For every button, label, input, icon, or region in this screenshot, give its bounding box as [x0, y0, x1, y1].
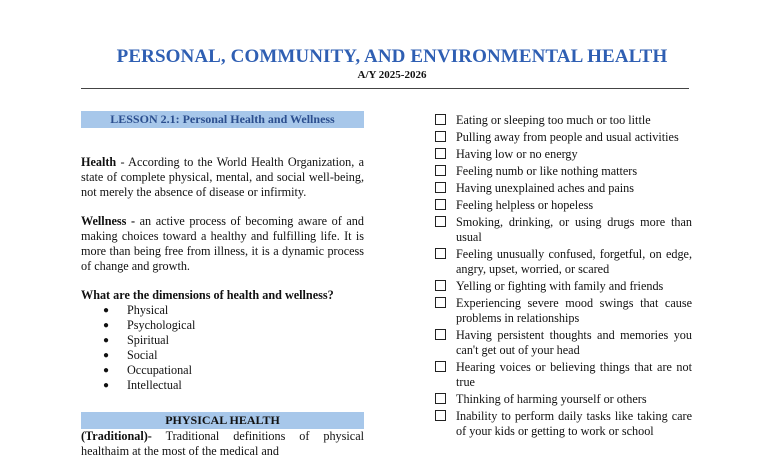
checkbox-icon[interactable] — [435, 248, 446, 259]
list-item: Feeling helpless or hopeless — [434, 198, 692, 213]
dimensions-list — [81, 303, 364, 393]
wellness-definition — [81, 214, 364, 274]
traditional-text: Traditional definitions of physical healthaim at the most of the medical and — [81, 429, 364, 458]
checkbox-icon[interactable] — [435, 182, 446, 193]
left-column — [81, 111, 364, 459]
bullet-icon: ● — [103, 350, 110, 361]
health-text: - According to the World Health Organization, a state of complete physical, mental, and social well-being, not merely the absence of disease or infirmity. — [81, 155, 364, 199]
page-title: PERSONAL, COMMUNITY, AND ENVIRONMENTAL HEALTH — [116, 46, 668, 67]
wellness-text: an active process of becoming aware of and making choices toward a healthy and fulfilling life. It is more than being free from illness, it is a dynamic process of change and growth. — [81, 214, 364, 273]
bullet-icon: ● — [103, 320, 110, 331]
list-item: Feeling numb or like nothing matters — [434, 164, 692, 179]
lesson-banner: LESSON 2.1: Personal Health and Wellness — [81, 111, 364, 128]
checkbox-icon[interactable] — [435, 280, 446, 291]
list-item: Thinking of harming yourself or others — [434, 392, 692, 407]
list-item: ● Social — [103, 348, 158, 362]
checkbox-icon[interactable] — [435, 165, 446, 176]
health-definition — [81, 155, 364, 200]
checkbox-icon[interactable] — [435, 131, 446, 142]
dimensions-question: What are the dimensions of health and wellness? — [81, 288, 334, 302]
list-item: Eating or sleeping too much or too little — [434, 113, 692, 128]
bullet-icon: ● — [103, 305, 110, 316]
wellness-term: Wellness - — [81, 214, 136, 228]
bullet-icon: ● — [103, 380, 110, 391]
list-item: Having low or no energy — [434, 147, 692, 162]
checkbox-icon[interactable] — [435, 148, 446, 159]
list-item: Inability to perform daily tasks like taking care of your kids or getting to work or school — [434, 409, 692, 439]
list-item: Having unexplained aches and pains — [434, 181, 692, 196]
list-item: Having persistent thoughts and memories you can't get out of your head — [434, 328, 692, 358]
list-item: ● Psychological — [103, 318, 196, 332]
checkbox-icon[interactable] — [435, 361, 446, 372]
list-item: ● Physical — [103, 303, 169, 317]
list-item: Experiencing severe mood swings that cause problems in relationships — [434, 296, 692, 326]
symptom-checklist — [434, 113, 692, 441]
header-divider — [81, 88, 689, 89]
checkbox-icon[interactable] — [435, 393, 446, 404]
list-item: Smoking, drinking, or using drugs more than usual — [434, 215, 692, 245]
health-term: Health — [81, 155, 117, 169]
traditional-definition — [81, 429, 364, 459]
physical-health-banner: PHYSICAL HEALTH — [81, 412, 364, 429]
list-item: ● Spiritual — [103, 333, 169, 347]
checkbox-icon[interactable] — [435, 410, 446, 421]
list-item: Hearing voices or believing things that are not true — [434, 360, 692, 390]
academic-year: A/Y 2025-2026 — [357, 69, 427, 81]
checkbox-icon[interactable] — [435, 297, 446, 308]
list-item: Feeling unusually confused, forgetful, on edge, angry, upset, worried, or scared — [434, 247, 692, 277]
traditional-term: (Traditional)- — [81, 429, 152, 443]
checkbox-icon[interactable] — [435, 199, 446, 210]
list-item: ● Intellectual — [103, 378, 182, 392]
checkbox-icon[interactable] — [435, 216, 446, 227]
checkbox-icon[interactable] — [435, 114, 446, 125]
bullet-icon: ● — [103, 365, 110, 376]
list-item: ● Occupational — [103, 363, 192, 377]
checkbox-icon[interactable] — [435, 329, 446, 340]
list-item: Pulling away from people and usual activities — [434, 130, 692, 145]
list-item: Yelling or fighting with family and friends — [434, 279, 692, 294]
bullet-icon: ● — [103, 335, 110, 346]
